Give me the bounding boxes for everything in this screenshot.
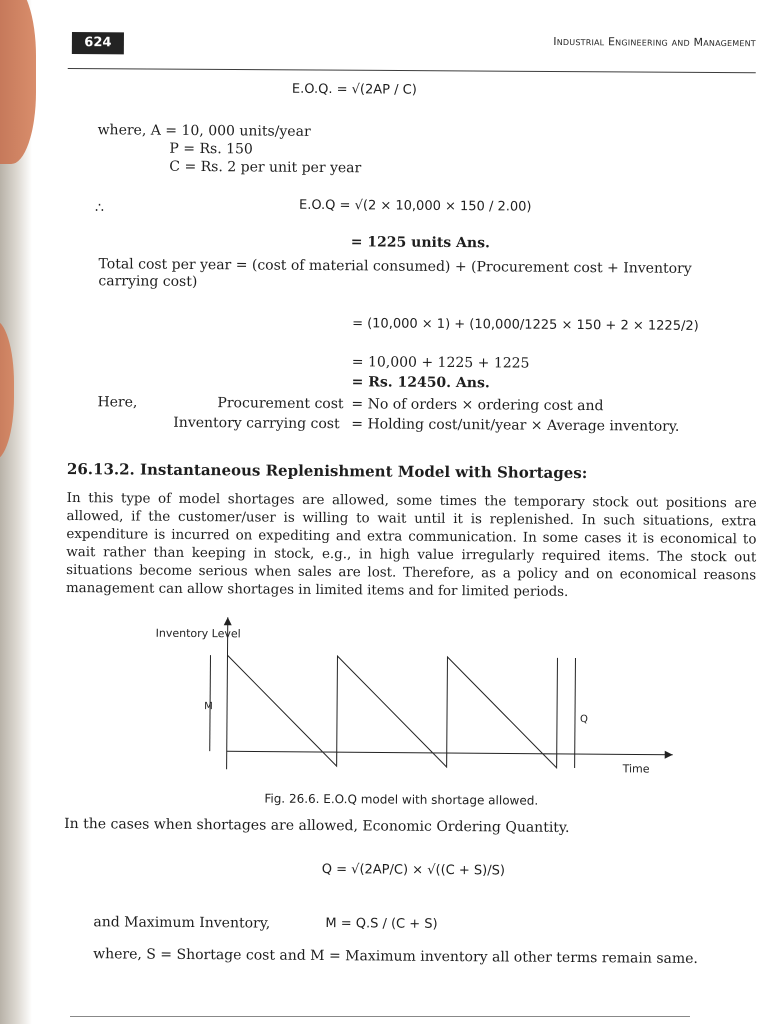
y-axis-label: Inventory Level — [155, 626, 241, 641]
total-cost-result: = Rs. 12450. Ans. — [351, 374, 490, 392]
max-inventory-label: and Maximum Inventory, — [93, 914, 271, 932]
total-cost-expression: = (10,000 × 1) + (10,000/1225 × 150 + 2 × 1225/2) — [352, 316, 699, 334]
carrying-label: Inventory carrying cost — [173, 414, 340, 433]
total-cost-label: Total cost per year = (cost of material consumed) + (Procurement cost + Inventory carrying cost) — [98, 256, 692, 291]
page-bottom-edge — [70, 1016, 690, 1019]
running-title: Industrial Engineering and Management — [553, 34, 756, 50]
page-body — [63, 80, 760, 1005]
x-axis-label: Time — [622, 762, 650, 776]
section-paragraph: In this type of model shortages are allowed, some times the temporary stock out positions are allowed, if the customer/user is willing to wait until it is replenished. In such situations, extra expenditure is incurred on expediting and extra communication. In some cases it is economical to wait rather than keeping in stock, e.g., in high value irregularly required items. The stock out situations become serious when sales are lost. Therefore, as a policy and on economical reasons management can allow shortages in limited items and for limited periods. — [65, 490, 757, 600]
q-formula: Q = √(2AP/C) × √((C + S)/S) — [321, 862, 505, 879]
inventory-profile — [227, 655, 558, 768]
m-label: M — [204, 701, 213, 713]
eoq-calc-equals: = — [339, 198, 355, 214]
figure-caption: Fig. 26.6. E.O.Q model with shortage allowed. — [264, 791, 539, 808]
page-header — [68, 28, 756, 73]
shortage-area-2 — [433, 753, 447, 767]
q-dimension — [575, 658, 576, 768]
shortage-diagram — [154, 615, 685, 789]
eoq-lhs: E.O.Q. — [291, 81, 333, 98]
eoq-equation — [292, 82, 417, 98]
page-number: 624 — [72, 32, 124, 54]
eoq-result: = 1225 units Ans. — [350, 234, 490, 252]
total-cost-step: = 10,000 + 1225 + 1225 — [351, 354, 530, 372]
y-axis-arrow — [224, 617, 232, 625]
where-a: where, A = 10, 000 units/year — [97, 122, 311, 140]
x-axis-arrow — [665, 751, 673, 759]
carrying-value: = Holding cost/unit/year × Average inventory. — [351, 416, 680, 435]
closing-final: where, S = Shortage cost and M = Maximum inventory all other terms remain same. — [93, 946, 698, 967]
q-label: Q — [579, 714, 588, 726]
where-p: P = Rs. 150 — [169, 140, 253, 158]
therefore-symbol: ∴ — [94, 200, 104, 217]
x-axis — [227, 751, 673, 755]
eoq-equals: = — [336, 82, 352, 98]
eoq-rhs: √(2AP / C) — [351, 82, 417, 98]
eoq-calc-rhs: √(2 × 10,000 × 150 / 2.00) — [354, 198, 532, 215]
procurement-value: = No of orders × ordering cost and — [351, 396, 604, 415]
closing-intro: In the cases when shortages are allowed, Economic Ordering Quantity. — [64, 815, 570, 836]
where-c: C = Rs. 2 per unit per year — [169, 158, 362, 177]
section-heading: 26.13.2. Instantaneous Replenishment Model with Shortages: — [66, 459, 588, 483]
m-formula: M = Q.S / (C + S) — [325, 916, 438, 932]
eoq-calculation — [299, 198, 532, 215]
shortage-area-3 — [543, 754, 557, 768]
here-label: Here, — [97, 394, 138, 411]
eoq-calc-lhs: E.O.Q — [298, 197, 336, 214]
procurement-label: Procurement cost — [217, 395, 344, 413]
shortage-area-1 — [323, 752, 337, 766]
